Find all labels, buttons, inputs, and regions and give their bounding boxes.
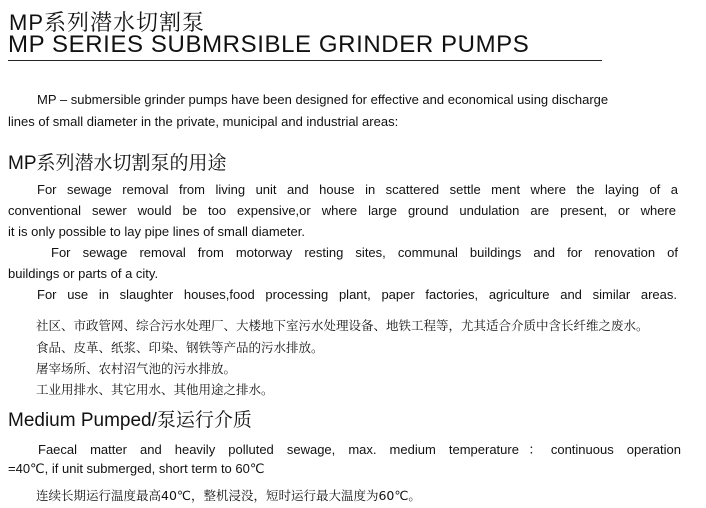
uses-cn-line-2: 食品、皮革、纸浆、印染、钢铁等产品的污水排放。 xyxy=(36,340,324,355)
medium-cn-line: 连续长期运行温度最高40℃，整机浸没，短时运行最大温度为60℃。 xyxy=(36,488,421,503)
medium-line-1: Faecal matter and heavily polluted sewage, max. medium temperature：continuous operation xyxy=(38,442,681,457)
uses-heading: MP系列潜水切割泵的用途 xyxy=(8,153,227,174)
title-chinese: MP系列潜水切割泵 xyxy=(9,10,206,35)
medium-heading: Medium Pumped/泵运行介质 xyxy=(8,410,252,431)
uses-paragraph-3: For use in slaughter houses,food processing plant, paper factories, agriculture and similar areas. xyxy=(37,287,677,302)
uses-paragraph-1-line-2: conventional sewer would be too expensive,or where large ground undulation are present, or where xyxy=(8,203,676,218)
uses-cn-line-4: 工业用排水、其它用水、其他用途之排水。 xyxy=(36,382,274,397)
uses-cn-line-1: 社区、市政管网、综合污水处理厂、大楼地下室污水处理设备、地铁工程等，尤其适合介质中含长纤维之废水。 xyxy=(36,318,649,333)
intro-line-1: MP – submersible grinder pumps have been designed for effective and economical using discharge xyxy=(37,92,609,107)
uses-paragraph-2-line-2: buildings or parts of a city. xyxy=(8,266,159,281)
intro-line-2: lines of small diameter in the private, municipal and industrial areas: xyxy=(8,114,399,129)
uses-paragraph-1-line-3: it is only possible to lay pipe lines of small diameter. xyxy=(8,224,305,239)
uses-paragraph-2-line-1: For sewage removal from motorway resting sites, communal buildings and for renovation of xyxy=(51,245,678,260)
uses-paragraph-1-line-1: For sewage removal from living unit and house in scattered settle ment where the laying of a xyxy=(37,182,678,197)
uses-cn-line-3: 屠宰场所、农村沼气池的污水排放。 xyxy=(36,361,237,376)
title-english: MP SERIES SUBMRSIBLE GRINDER PUMPS xyxy=(8,31,530,58)
title-divider xyxy=(8,60,602,61)
medium-line-2: =40℃, if unit submerged, short term to 60℃ xyxy=(8,461,265,476)
